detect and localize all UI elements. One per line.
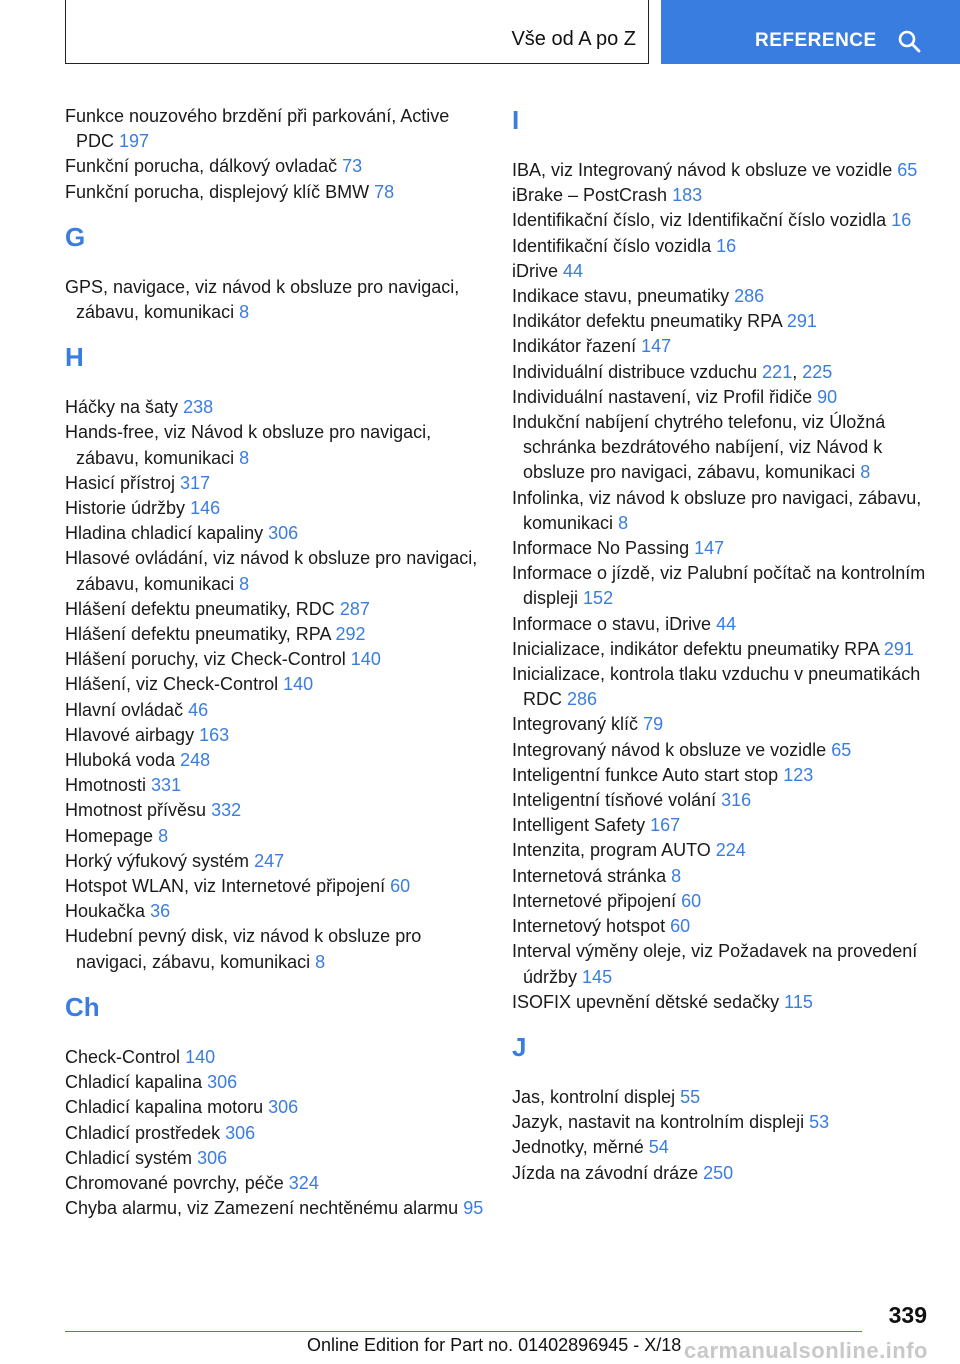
page-reference-link[interactable]: 8 <box>239 573 250 594</box>
index-entry <box>512 889 932 914</box>
index-entry-text: Funkční porucha, dálkový ovladač <box>65 156 338 177</box>
page-reference-link[interactable]: 8 <box>618 512 629 533</box>
index-entry-text: iDrive <box>512 260 559 281</box>
page-reference-link[interactable]: 95 <box>463 1198 484 1219</box>
index-letter-heading: H <box>65 342 84 373</box>
page-reference-link[interactable]: 197 <box>119 131 150 152</box>
index-entry-text: Inicializace, indikátor defektu pneumatiky RPA <box>512 638 879 659</box>
index-letter-heading: Ch <box>65 991 100 1022</box>
page-reference-link[interactable]: 332 <box>211 800 242 821</box>
page-reference-link[interactable]: 287 <box>339 598 370 619</box>
index-entry <box>65 723 490 748</box>
index-entry <box>65 924 490 974</box>
index-entry-text: Internetová stránka <box>512 865 667 886</box>
index-entry <box>65 698 490 723</box>
page-reference-link[interactable]: 163 <box>199 724 230 745</box>
page-reference-link[interactable]: 46 <box>188 699 209 720</box>
page-reference-link[interactable]: 306 <box>197 1147 228 1168</box>
page-reference-link[interactable]: 44 <box>563 260 584 281</box>
page-reference-link[interactable]: 60 <box>681 890 702 911</box>
index-entry <box>512 813 932 838</box>
index-entry-text: Funkce nouzového brzdění při parkování, Active PDC <box>65 106 450 152</box>
index-entry <box>512 990 932 1015</box>
index-entry <box>65 798 490 823</box>
index-letter-heading: G <box>65 221 86 252</box>
page-reference-link[interactable]: 140 <box>350 649 381 670</box>
page-reference-link[interactable]: 146 <box>190 498 221 519</box>
page-reference-link[interactable]: 65 <box>831 739 852 760</box>
index-entry <box>65 849 490 874</box>
index-entry-text: Hudební pevný disk, viz návod k obsluze pro navigaci, zábavu, komunikaci <box>65 926 422 972</box>
index-letter-heading: J <box>512 1031 527 1062</box>
index-entry-text: iBrake – PostCrash <box>512 185 668 206</box>
index-entry <box>512 612 932 637</box>
index-entry-text: Intenzita, program AUTO <box>512 840 711 861</box>
index-entry <box>65 104 490 154</box>
page-reference-link[interactable]: 306 <box>207 1072 238 1093</box>
index-entry-text: Hladina chladicí kapaliny <box>65 523 264 544</box>
index-entry <box>512 1135 932 1160</box>
index-entry-text: Indukční nabíjení chytrého telefonu, viz Úložná schránka bezdrátového nabíjení, viz Návod k obsluze pro navigaci, zábavu, komunikaci <box>512 412 886 483</box>
index-entry: Individuální distribuce vzduchu 221, 225 <box>512 361 833 382</box>
index-entry <box>512 561 932 611</box>
index-entry-text: Identifikační číslo, viz Identifikační číslo vozidla <box>512 210 887 231</box>
page-reference-link[interactable]: 317 <box>180 472 211 493</box>
page-reference-link[interactable]: 221 <box>762 361 793 382</box>
index-entry-text: Hlavové airbagy <box>65 724 195 745</box>
section-title: Vše od A po Z <box>511 28 636 50</box>
index-column-right <box>512 104 932 1186</box>
index-entry <box>65 1196 490 1221</box>
search-icon[interactable] <box>897 29 921 53</box>
page-reference-link[interactable]: 60 <box>670 916 691 937</box>
index-entry <box>512 385 932 410</box>
page-reference-link[interactable]: 90 <box>817 386 838 407</box>
page-reference-link[interactable]: 44 <box>716 613 737 634</box>
index-entry-text: Hlášení defektu pneumatiky, RDC <box>65 598 335 619</box>
index-entry <box>65 647 490 672</box>
index-entry-text: Hmotnost přívěsu <box>65 800 207 821</box>
page-reference-link[interactable]: 79 <box>643 714 664 735</box>
index-entry-text: Chyba alarmu, viz Zamezení nechtěnému alarmu <box>65 1198 459 1219</box>
page-reference-link[interactable]: 8 <box>315 951 326 972</box>
index-entry <box>65 1045 490 1070</box>
index-entry-text: Horký výfukový systém <box>65 850 250 871</box>
index-entry <box>512 662 932 712</box>
index-entry <box>512 838 932 863</box>
page-reference-link[interactable]: 292 <box>335 624 366 645</box>
index-entry <box>65 672 490 697</box>
page-reference-link[interactable]: 324 <box>288 1172 319 1193</box>
index-entry-text: Indikátor defektu pneumatiky RPA <box>512 311 782 332</box>
page-reference-link[interactable]: 54 <box>648 1137 669 1158</box>
page-reference-link[interactable]: 65 <box>897 160 918 180</box>
page-reference-link[interactable]: 16 <box>891 210 912 231</box>
index-entry-text: Hmotnosti <box>65 775 147 796</box>
index-column-left <box>65 104 490 1221</box>
index-entry <box>65 180 490 205</box>
index-entry-text: Hlavní ovládač <box>65 699 184 720</box>
index-entry <box>512 914 932 939</box>
index-entry <box>65 1171 490 1196</box>
page-reference-link[interactable]: 147 <box>641 336 672 357</box>
index-entry <box>65 874 490 899</box>
index-entry <box>65 824 490 849</box>
page-reference-link[interactable]: 8 <box>860 462 871 483</box>
index-entry-text: ISOFIX upevnění dětské sedačky <box>512 991 780 1012</box>
page-reference-link[interactable]: 291 <box>883 638 914 659</box>
index-entry <box>65 1121 490 1146</box>
index-entry <box>512 738 932 763</box>
page-reference-link[interactable]: 140 <box>185 1046 216 1067</box>
page-reference-link[interactable]: 316 <box>721 790 752 811</box>
page-reference-link[interactable]: 123 <box>783 764 814 785</box>
index-entry <box>512 763 932 788</box>
index-entry-text: Hlášení, viz Check-Control <box>65 674 279 695</box>
index-entry-text: Jízda na závodní dráze <box>512 1162 699 1183</box>
page-reference-link[interactable]: 53 <box>809 1112 830 1133</box>
page-reference-link[interactable]: 225 <box>802 361 833 382</box>
page-reference-link[interactable]: 248 <box>180 750 211 771</box>
watermark: carmanualsonline.info <box>684 1338 928 1363</box>
index-entry-text: Indikace stavu, pneumatiky <box>512 286 730 307</box>
index-entry <box>512 637 932 662</box>
page-reference-link[interactable]: 306 <box>225 1122 256 1143</box>
index-entry <box>512 183 932 208</box>
index-entry-text: Indikátor řazení <box>512 336 637 357</box>
index-entry <box>512 158 932 183</box>
page-reference-link[interactable]: 250 <box>703 1162 734 1183</box>
footer-divider <box>65 1331 862 1332</box>
index-entry <box>512 939 932 989</box>
index-entry-text: Chladicí kapalina motoru <box>65 1097 264 1118</box>
index-entry-text: Inicializace, kontrola tlaku vzduchu v pneumatikách RDC <box>512 664 921 710</box>
index-entry-text: Jazyk, nastavit na kontrolním displeji <box>512 1112 805 1133</box>
index-entry-text: Jednotky, měrné <box>512 1137 644 1158</box>
index-entry-text: Integrovaný klíč <box>512 714 639 735</box>
index-entry-text: Informace o jízdě, viz Palubní počítač na kontrolním displeji <box>512 563 926 609</box>
index-entry <box>65 1095 490 1120</box>
index-letter-heading: I <box>512 105 520 135</box>
index-entry-text: Hotspot WLAN, viz Internetové připojení <box>65 876 386 897</box>
index-entry-text: Funkční porucha, displejový klíč BMW <box>65 181 370 202</box>
index-entry <box>512 486 932 536</box>
page-reference-link[interactable]: 152 <box>583 588 614 609</box>
index-entry-text: Hluboká voda <box>65 750 176 771</box>
index-entry-text: Check-Control <box>65 1046 181 1067</box>
index-entry <box>65 1146 490 1171</box>
index-entry-text: Hlášení poruchy, viz Check-Control <box>65 649 346 670</box>
index-entry-text: Informace o stavu, iDrive <box>512 613 712 634</box>
index-entry <box>65 546 490 596</box>
reference-tab-label: REFERENCE <box>755 30 877 51</box>
index-entry <box>65 275 490 325</box>
index-entry <box>512 536 932 561</box>
index-entry-text: Intelligent Safety <box>512 815 646 836</box>
index-entry-text: Individuální nastavení, viz Profil řidiče <box>512 386 813 407</box>
index-entry <box>512 259 932 284</box>
index-entry <box>65 1070 490 1095</box>
page-reference-link[interactable]: 306 <box>268 1097 299 1118</box>
index-entry-text: Internetový hotspot <box>512 916 666 937</box>
reference-tab[interactable] <box>661 0 960 64</box>
index-entry <box>512 410 932 486</box>
page-reference-link[interactable]: 8 <box>671 865 682 886</box>
page-reference-link[interactable]: 55 <box>680 1086 701 1107</box>
page-reference-link[interactable]: 167 <box>650 815 681 836</box>
page-reference-link[interactable]: 115 <box>784 991 813 1012</box>
index-entry-text: Inteligentní tísňové volání <box>512 790 717 811</box>
index-entry <box>512 1110 932 1135</box>
index-entry <box>512 788 932 813</box>
index-entry <box>65 521 490 546</box>
index-entry-text: Chladicí systém <box>65 1147 193 1168</box>
page-reference-link[interactable]: 140 <box>283 674 314 695</box>
index-entry <box>65 496 490 521</box>
index-entry <box>65 773 490 798</box>
index-entry <box>512 309 932 334</box>
page-reference-link[interactable]: 36 <box>150 901 171 922</box>
index-entry <box>65 622 490 647</box>
page-reference-link[interactable]: 291 <box>786 311 817 332</box>
page-reference-link[interactable]: 8 <box>239 447 250 468</box>
index-entry <box>512 234 932 259</box>
page-reference-link[interactable]: 78 <box>374 181 395 202</box>
index-entry-text: Chromované povrchy, péče <box>65 1172 284 1193</box>
index-entry <box>65 395 490 420</box>
index-entry-text: Chladicí prostředek <box>65 1122 221 1143</box>
page-reference-link[interactable]: 145 <box>582 966 613 987</box>
page-number: 339 <box>888 1302 927 1328</box>
index-entry-text: Interval výměny oleje, viz Požadavek na provedení údržby <box>512 941 918 987</box>
index-entry-text: Integrovaný návod k obsluze ve vozidle <box>512 739 827 760</box>
index-entry <box>512 284 932 309</box>
index-entry-text: Informace No Passing <box>512 538 690 559</box>
index-entry-text: Internetové připojení <box>512 890 677 911</box>
index-entry-text: Individuální distribuce vzduchu <box>512 361 758 382</box>
index-entry-text: Hlášení defektu pneumatiky, RPA <box>65 624 331 645</box>
index-entry-text: Hands-free, viz Návod k obsluze pro navigaci, zábavu, komunikaci <box>65 422 432 468</box>
index-entry <box>512 208 932 233</box>
index-entry <box>512 334 932 359</box>
page-reference-link[interactable]: 247 <box>254 850 285 871</box>
page-reference-link[interactable]: 286 <box>734 286 765 307</box>
index-entry <box>512 864 932 889</box>
page-reference-link[interactable]: 286 <box>567 689 598 710</box>
page-reference-link[interactable]: 238 <box>183 397 214 418</box>
index-entry-text: Hasicí přístroj <box>65 472 176 493</box>
index-entry-text: Historie údržby <box>65 498 186 519</box>
index-entry <box>65 748 490 773</box>
edition-text: Online Edition for Part no. 01402896945 - X/18 <box>307 1335 682 1355</box>
index-entry-text: Identifikační číslo vozidla <box>512 235 712 256</box>
header-section-box <box>65 0 649 64</box>
page-reference-link[interactable]: 60 <box>390 876 411 897</box>
index-entry <box>512 712 932 737</box>
index-entry-text: Hlasové ovládání, viz návod k obsluze pro navigaci, zábavu, komunikaci <box>65 548 478 594</box>
index-entry <box>512 1161 932 1186</box>
index-entry-text: Infolinka, viz návod k obsluze pro navigaci, zábavu, komunikaci <box>512 487 922 533</box>
page-reference-link[interactable]: 8 <box>158 825 169 846</box>
page-reference-link[interactable]: 8 <box>239 302 250 323</box>
index-entry <box>65 420 490 470</box>
index-entry <box>65 471 490 496</box>
index-entry-text: Inteligentní funkce Auto start stop <box>512 764 779 785</box>
index-entry-text: IBA, viz Integrovaný návod k obsluze ve vozidle <box>512 160 893 180</box>
index-entry <box>512 1085 932 1110</box>
page-reference-link[interactable]: 147 <box>694 538 725 559</box>
index-entry-text: Homepage <box>65 825 154 846</box>
page-reference-link[interactable]: 224 <box>715 840 746 861</box>
index-entry-text: Houkačka <box>65 901 146 922</box>
page-reference-link[interactable]: 16 <box>716 235 737 256</box>
page-reference-link[interactable]: 73 <box>342 156 363 177</box>
index-entry <box>65 597 490 622</box>
page-reference-link[interactable]: 183 <box>672 185 703 206</box>
index-entry-text: Chladicí kapalina <box>65 1072 203 1093</box>
index-entry <box>65 899 490 924</box>
index-entry-text: GPS, navigace, viz návod k obsluze pro navigaci, zábavu, komunikaci <box>65 276 460 323</box>
page-reference-link[interactable]: 306 <box>268 523 299 544</box>
page-reference-link[interactable]: 331 <box>151 775 182 796</box>
index-entry <box>65 154 490 179</box>
index-entry-text: Háčky na šaty <box>65 397 179 418</box>
index-entry-text: Jas, kontrolní displej <box>512 1086 676 1107</box>
